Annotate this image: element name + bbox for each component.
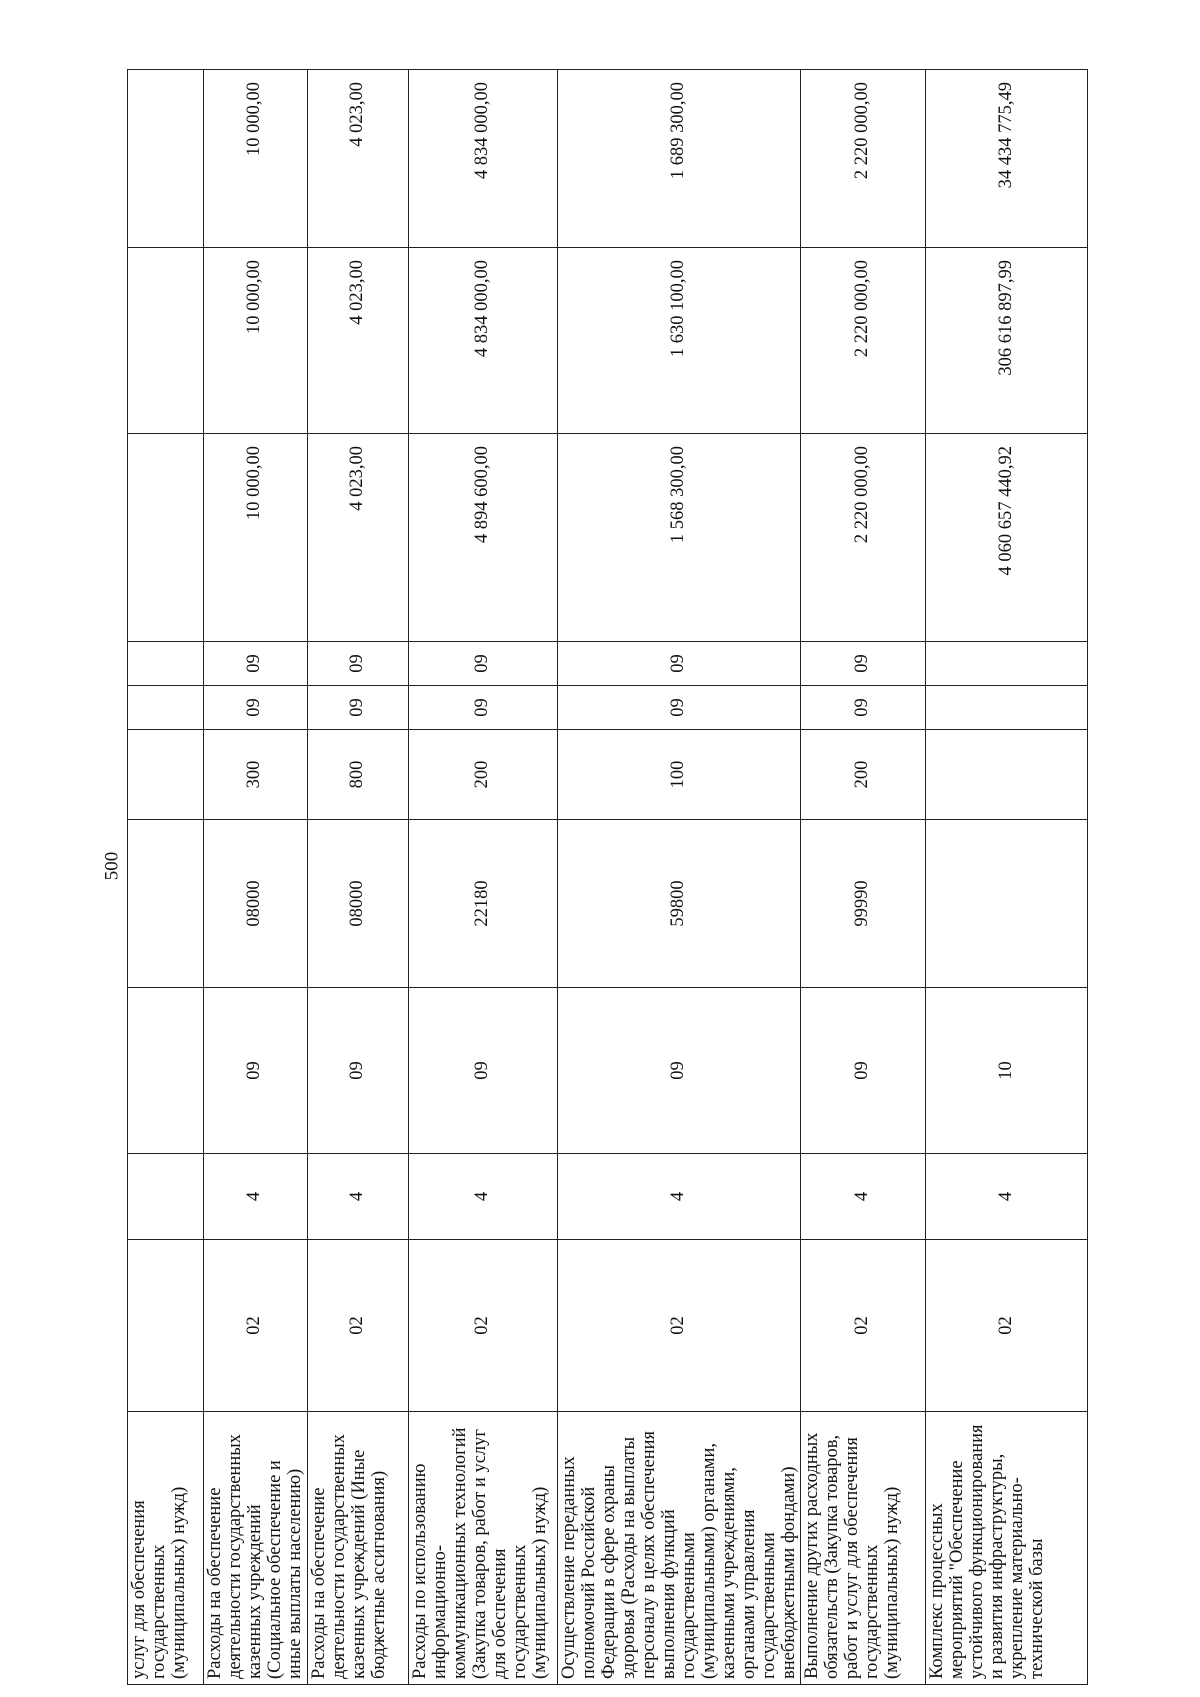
- cell-program: [128, 1154, 204, 1240]
- cell-amount-1: [128, 434, 204, 642]
- cell-vr: 200: [801, 730, 926, 820]
- cell-rz: [128, 686, 204, 730]
- cell-rz: [926, 686, 1088, 730]
- cell-pr: 09: [408, 642, 557, 686]
- cell-pr: [926, 642, 1088, 686]
- cell-amount-3: 2 220 000,00: [801, 70, 926, 248]
- cell-amount-3: 1 689 300,00: [557, 70, 801, 248]
- cell-expense-code: [128, 820, 204, 988]
- cell-ministry: 02: [307, 1240, 408, 1412]
- cell-amount-2: 10 000,00: [204, 248, 308, 434]
- cell-pr: 09: [307, 642, 408, 686]
- cell-amount-1: 4 060 657 440,92: [926, 434, 1088, 642]
- cell-rz: 09: [408, 686, 557, 730]
- cell-vr: 100: [557, 730, 801, 820]
- table-row: [926, 70, 1088, 1685]
- cell-amount-2: 4 023,00: [307, 248, 408, 434]
- cell-subprogram: 09: [557, 988, 801, 1154]
- cell-amount-3: 4 834 000,00: [408, 70, 557, 248]
- cell-program: 4: [801, 1154, 926, 1240]
- cell-pr: [128, 642, 204, 686]
- row-description: Расходы на обеспечение деятельности государственных казенных учреждений (Иные бюджетные ассигнования): [307, 1412, 408, 1685]
- cell-amount-1: 10 000,00: [204, 434, 308, 642]
- row-description: Расходы по использованию информационно-коммуникационных технологий (Закупка товаров, работ и услуг для обеспечения государственных (муниципальных) нужд): [408, 1412, 557, 1685]
- cell-ministry: 02: [801, 1240, 926, 1412]
- table-row: [128, 70, 204, 1685]
- cell-subprogram: 09: [204, 988, 308, 1154]
- table-row: [307, 70, 408, 1685]
- cell-expense-code: 99990: [801, 820, 926, 988]
- cell-vr: 300: [204, 730, 308, 820]
- cell-ministry: 02: [408, 1240, 557, 1412]
- page-number: [95, 836, 129, 896]
- cell-rz: 09: [204, 686, 308, 730]
- cell-expense-code: 22180: [408, 820, 557, 988]
- cell-ministry: 02: [926, 1240, 1088, 1412]
- cell-ministry: [128, 1240, 204, 1412]
- cell-expense-code: [926, 820, 1088, 988]
- cell-amount-3: [128, 70, 204, 248]
- table-row: [557, 70, 801, 1685]
- cell-program: 4: [204, 1154, 308, 1240]
- cell-amount-2: 1 630 100,00: [557, 248, 801, 434]
- cell-amount-2: 306 616 897,99: [926, 248, 1088, 434]
- cell-amount-3: 10 000,00: [204, 70, 308, 248]
- cell-subprogram: [128, 988, 204, 1154]
- cell-ministry: 02: [204, 1240, 308, 1412]
- cell-program: 4: [307, 1154, 408, 1240]
- budget-table: [127, 69, 1088, 1685]
- cell-vr: 200: [408, 730, 557, 820]
- cell-subprogram: 09: [801, 988, 926, 1154]
- cell-amount-2: 4 834 000,00: [408, 248, 557, 434]
- cell-program: 4: [408, 1154, 557, 1240]
- cell-expense-code: 08000: [307, 820, 408, 988]
- table-row: [801, 70, 926, 1685]
- cell-subprogram: 10: [926, 988, 1088, 1154]
- cell-rz: 09: [801, 686, 926, 730]
- row-description: услуг для обеспечения государственных (муниципальных) нужд): [128, 1412, 204, 1685]
- cell-pr: 09: [557, 642, 801, 686]
- cell-subprogram: 09: [408, 988, 557, 1154]
- cell-amount-1: 4 023,00: [307, 434, 408, 642]
- cell-vr: [128, 730, 204, 820]
- cell-amount-1: 1 568 300,00: [557, 434, 801, 642]
- cell-pr: 09: [801, 642, 926, 686]
- cell-amount-3: 4 023,00: [307, 70, 408, 248]
- table-row: [408, 70, 557, 1685]
- row-description: Комплекс процессных мероприятий "Обеспечение устойчивого функционирования и развития инфраструктуры, укрепление материально-технической базы: [926, 1412, 1088, 1685]
- cell-program: 4: [557, 1154, 801, 1240]
- budget-table-wrapper: [127, 70, 1084, 1685]
- cell-vr: 800: [307, 730, 408, 820]
- cell-subprogram: 09: [307, 988, 408, 1154]
- cell-amount-1: 2 220 000,00: [801, 434, 926, 642]
- cell-rz: 09: [557, 686, 801, 730]
- cell-amount-2: 2 220 000,00: [801, 248, 926, 434]
- cell-amount-2: [128, 248, 204, 434]
- row-description: Расходы на обеспечение деятельности государственных казенных учреждений (Социальное обеспечение и иные выплаты населению): [204, 1412, 308, 1685]
- cell-vr: [926, 730, 1088, 820]
- cell-pr: 09: [204, 642, 308, 686]
- cell-expense-code: 59800: [557, 820, 801, 988]
- page-number-text: 500: [101, 851, 122, 881]
- table-row: [204, 70, 308, 1685]
- cell-amount-3: 34 434 775,49: [926, 70, 1088, 248]
- cell-rz: 09: [307, 686, 408, 730]
- row-description: Осуществление переданных полномочий Российской Федерации в сфере охраны здоровья (Расходы на выплаты персоналу в целях обеспечения выполнения функций государственными (муниципальными) органами, казенными учреждениями, органами управления государственными внебюджетными фондами): [557, 1412, 801, 1685]
- cell-expense-code: 08000: [204, 820, 308, 988]
- row-description: Выполнение других расходных обязательств (Закупка товаров, работ и услуг для обеспечения государственных (муниципальных) нужд): [801, 1412, 926, 1685]
- cell-program: 4: [926, 1154, 1088, 1240]
- cell-amount-1: 4 894 600,00: [408, 434, 557, 642]
- cell-ministry: 02: [557, 1240, 801, 1412]
